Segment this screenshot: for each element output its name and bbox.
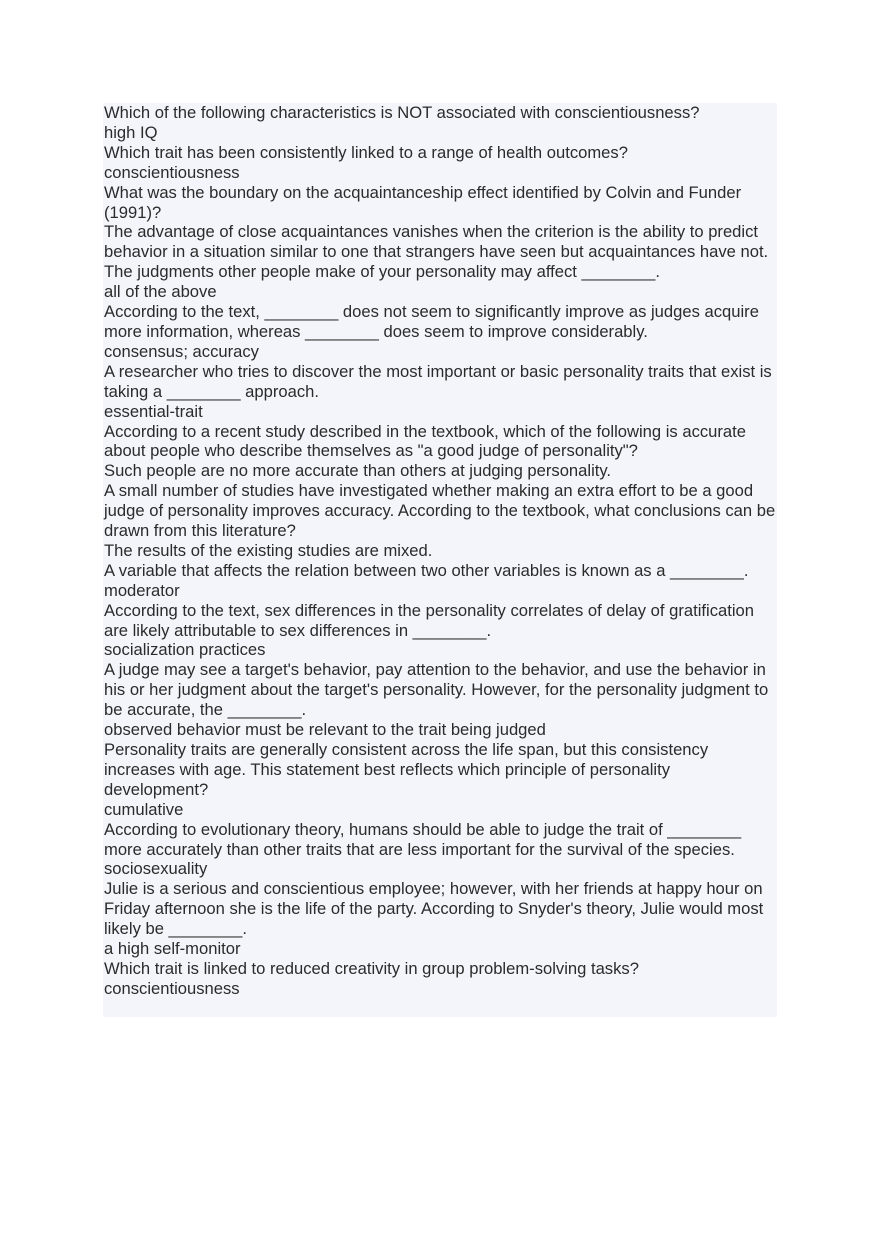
question-text: A variable that affects the relation between two other variables is known as a ________.	[104, 560, 749, 580]
answer-text: all of the above	[104, 282, 217, 302]
answer-text: The results of the existing studies are mixed.	[104, 540, 433, 560]
answer-text: high IQ	[104, 122, 158, 142]
question-text: According to the text, sex differences in the personality correlates of delay of gratification are likely attributable to sex differences in ________.	[104, 600, 754, 640]
question-text: The judgments other people make of your personality may affect ________.	[104, 262, 660, 282]
answer-text: essential-trait	[104, 401, 203, 421]
answer-text: conscientiousness	[104, 162, 240, 182]
question-text: According to the text, ________ does not seem to significantly improve as judges acquire more information, whereas ________ does seem to improve considerably.	[104, 302, 759, 341]
question-text: A small number of studies have investigated whether making an extra effort to be a good judge of personality improves accuracy. According to the textbook, what conclusions can be drawn from this literature?	[104, 481, 776, 541]
answer-text: consensus; accuracy	[104, 341, 259, 361]
answer-text: conscientiousness	[104, 978, 240, 998]
answer-text: a high self-monitor	[104, 939, 241, 959]
question-text: Julie is a serious and conscientious employee; however, with her friends at happy hour on Friday afternoon she is the life of the party. According to Snyder's theory, Julie would most likely be ________.	[104, 879, 764, 939]
question-text: Personality traits are generally consistent across the life span, but this consistency increases with age. This statement best reflects which principle of personality development?	[104, 740, 709, 799]
question-text: According to evolutionary theory, humans should be able to judge the trait of ________ more accurately than other traits that are less important for the survival of the species.	[104, 819, 742, 859]
answer-text: observed behavior must be relevant to the trait being judged	[104, 720, 546, 740]
answer-text: The advantage of close acquaintances vanishes when the criterion is the ability to predict behavior in a situation similar to one that strangers have seen but acquaintances have not.	[104, 222, 769, 262]
question-text: A researcher who tries to discover the most important or basic personality traits that exist is taking a ________ approach.	[104, 361, 772, 401]
qa-list	[103, 103, 777, 1017]
answer-text: Such people are no more accurate than others at judging personality.	[104, 461, 612, 481]
answer-text: socialization practices	[104, 640, 266, 660]
question-text: Which trait has been consistently linked to a range of health outcomes?	[104, 142, 628, 162]
question-text: A judge may see a target's behavior, pay attention to the behavior, and use the behavior in his or her judgment about the target's personality. However, for the personality judgment to be accurate, the ________.	[104, 660, 769, 720]
question-text: Which trait is linked to reduced creativity in group problem-solving tasks?	[104, 958, 639, 978]
question-text: What was the boundary on the acquaintanceship effect identified by Colvin and Funder (1991)?	[104, 182, 742, 222]
answer-text: cumulative	[104, 799, 184, 819]
answer-text: sociosexuality	[104, 859, 208, 879]
question-text: Which of the following characteristics is NOT associated with conscientiousness?	[104, 103, 700, 122]
question-text: According to a recent study described in the textbook, which of the following is accurate about people who describe themselves as "a good judge of personality"?	[104, 421, 746, 461]
answer-text: moderator	[104, 580, 180, 600]
